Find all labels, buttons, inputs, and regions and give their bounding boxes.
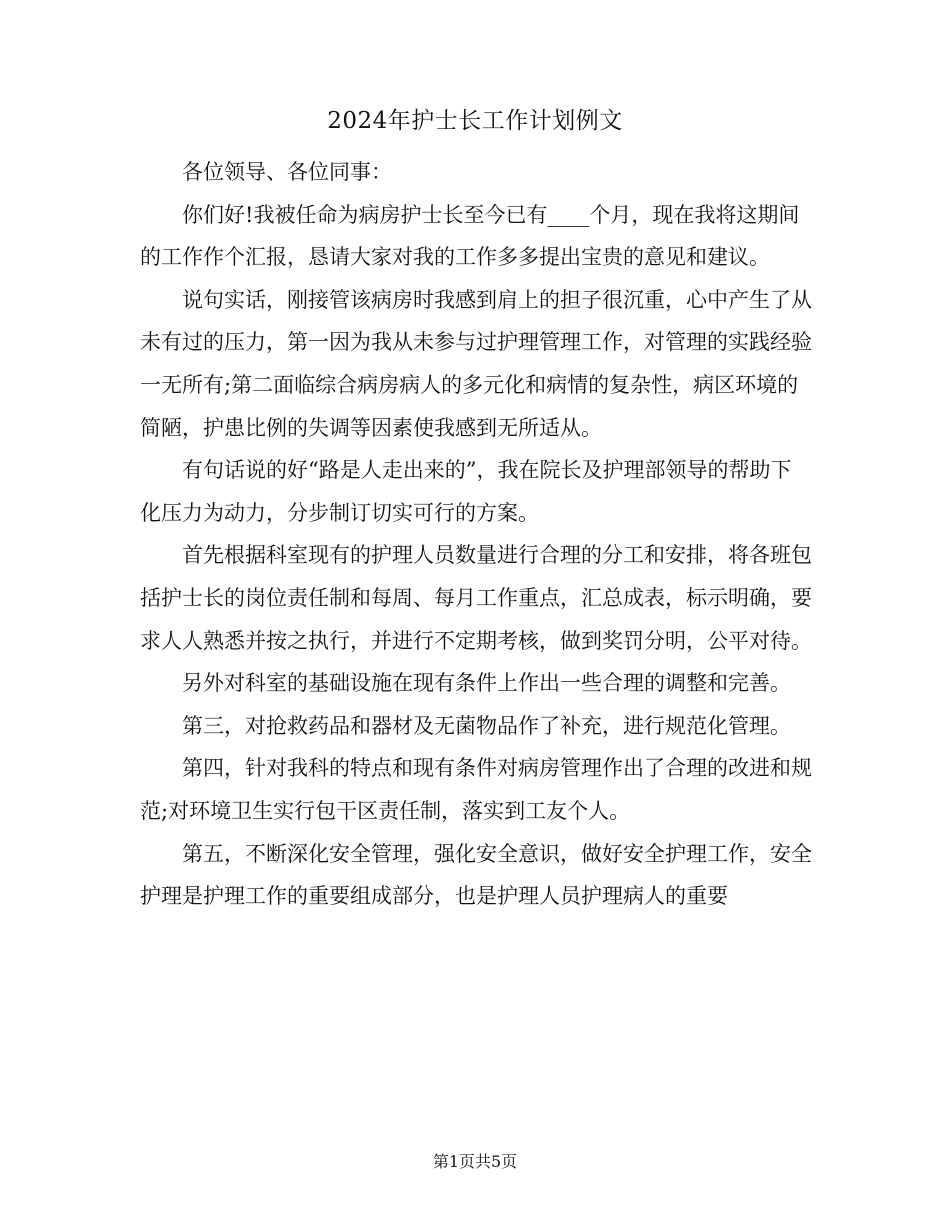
paragraph-facilities: 另外对科室的基础设施在现有条件上作出一些合理的调整和完善。: [182, 671, 791, 696]
paragraph-fifth: 第五，不断深化安全管理，强化安全意识，做好安全护理工作，安全护理是护理工作的重要组成部分，也是护理人员护理病人的重要: [140, 841, 812, 909]
paragraph-motivation: 有句话说的好“路是人走出来的”，我在院长及护理部领导的帮助下化压力为动力，分步制订切实可行的方案。: [140, 458, 792, 525]
paragraph-greeting: 你们好!我被任命为病房护士长至今已有____个月，现在我将这期间的工作作个汇报，恳请大家对我的工作多多提出宝贵的意见和建议。: [140, 202, 800, 270]
document-body: [140, 151, 812, 918]
page-number-footer: 第1页共5页: [432, 1152, 518, 1171]
document-title: 2024年护士长工作计划例文: [327, 108, 623, 134]
paragraph-pressure: 说句实话，刚接管该病房时我感到肩上的担子很沉重，心中产生了从未有过的压力，第一因为我从未参与过护理管理工作，对管理的实践经验一无所有;第二面临综合病房病人的多元化和病情的复杂性，病区环境的简陋，护患比例的失调等因素使我感到无所适从。: [140, 287, 812, 440]
paragraph-first: 首先根据科室现有的护理人员数量进行合理的分工和安排，将各班包括护士长的岗位责任制和每周、每月工作重点，汇总成表，标示明确，要求人人熟悉并按之执行，并进行不定期考核，做到奖罚分明，公平对待。: [140, 543, 812, 653]
paragraph-salutation: 各位领导、各位同事：: [182, 160, 392, 184]
paragraph-fourth: 第四，针对我科的特点和现有条件对病房管理作出了合理的改进和规范;对环境卫生实行包干区责任制，落实到工友个人。: [140, 756, 812, 823]
paragraph-third: 第三，对抢救药品和器材及无菌物品作了补充，进行规范化管理。: [182, 713, 791, 738]
